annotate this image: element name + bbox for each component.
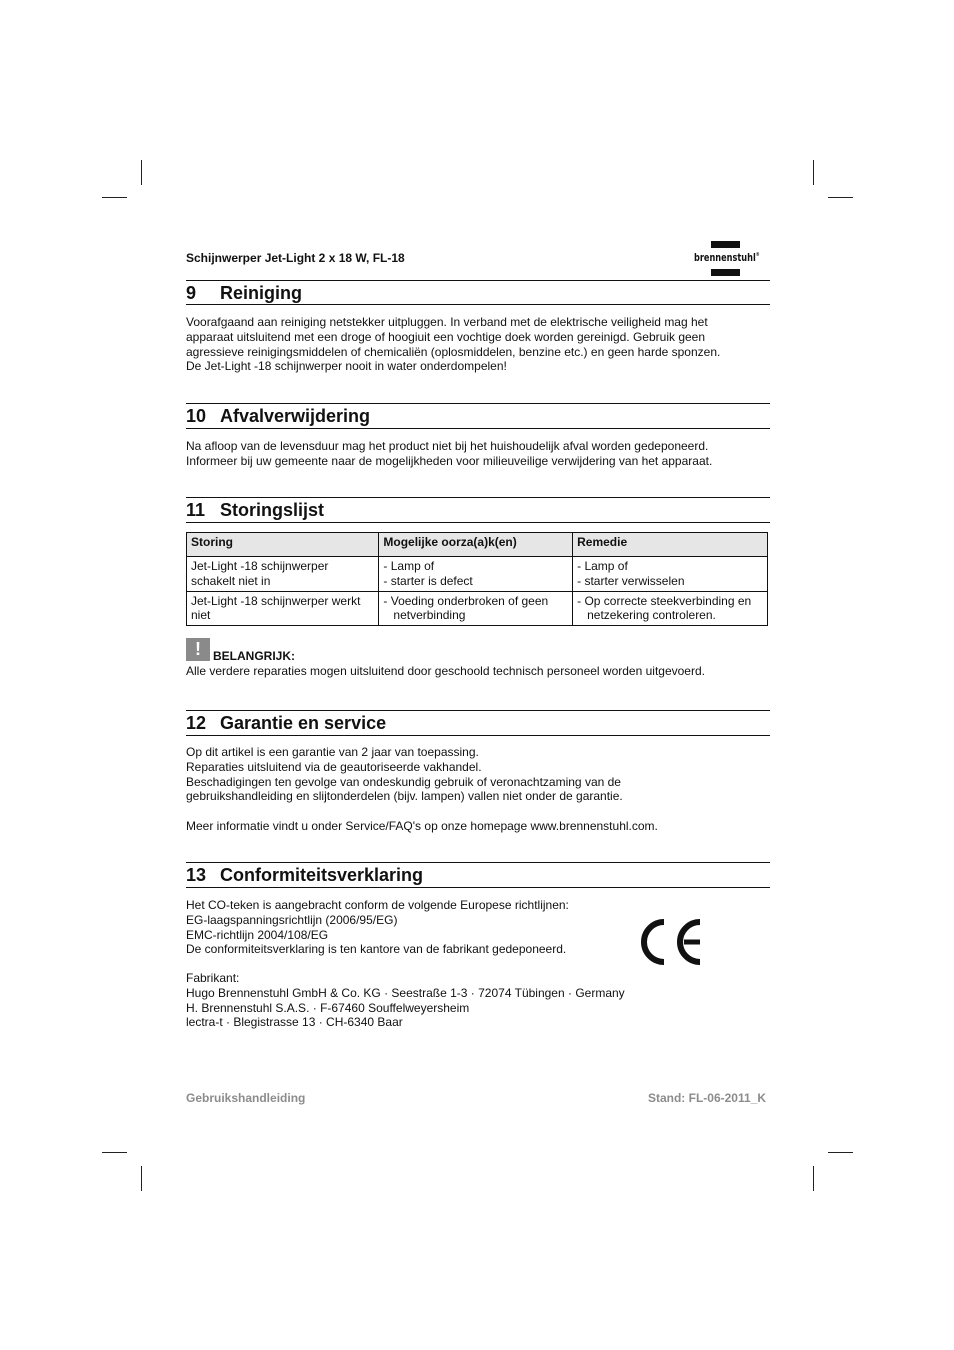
- warning-text: [186, 664, 770, 679]
- table-header-row: [187, 533, 768, 557]
- text-line: Alle verdere reparaties mogen uitsluitend door geschoold technisch personeel worden uitgevoerd.: [186, 664, 705, 678]
- table-row: [187, 557, 768, 592]
- fault-table: [186, 532, 768, 626]
- text-line: Reparaties uitsluitend via de geautoriseerde vakhandel.: [186, 759, 482, 774]
- remedy-cell: [573, 557, 768, 592]
- cause-item: - Voeding onderbroken of geen netverbinding: [383, 593, 549, 623]
- section-number: 11: [186, 500, 206, 520]
- remedy-item: - Lamp of: [577, 559, 628, 573]
- crop-mark: [141, 1166, 142, 1191]
- text-line: De conformiteitsverklaring is ten kantore van de fabrikant gedeponeerd.: [186, 942, 567, 957]
- section-heading-13: [186, 862, 770, 888]
- footer-version: Stand: FL-06-2011_K: [647, 1091, 766, 1105]
- text-line: De Jet-Light -18 schijnwerper nooit in water onderdompelen!: [186, 359, 507, 374]
- section-heading-9: [186, 281, 770, 305]
- section-9-text: [186, 315, 770, 374]
- column-header: Storing: [187, 533, 379, 557]
- text-line: Op dit artikel is een garantie van 2 jaar van toepassing.: [186, 745, 479, 759]
- text-line: Beschadigingen ten gevolge van ondeskundig gebruik of veronachtzaming van de: [186, 774, 621, 789]
- footer-manual-label: Gebruikshandleiding: [186, 1091, 306, 1105]
- section-number: 12: [186, 713, 207, 733]
- cause-cell: [379, 557, 573, 592]
- section-title: Afvalverwijdering: [220, 406, 371, 426]
- fault-cell: Jet-Light -18 schijnwerper werkt niet: [187, 591, 379, 626]
- crop-mark: [813, 160, 814, 185]
- ce-mark-icon: [640, 916, 704, 968]
- text-line: agressieve reinigingsmiddelen of chemicaliën (oplosmiddelen, benzine etc.) en geen harde sponzen.: [186, 344, 721, 359]
- manufacturer-line: lectra-t · Blegistrasse 13 · CH-6340 Baar: [186, 1015, 403, 1030]
- text-line: gebruikshandleiding en slijtonderdelen (bijv. lampen) vallen niet onder de garantie.: [186, 789, 623, 804]
- section-heading-10: [186, 403, 770, 429]
- text-line: Voorafgaand aan reiniging netstekker uitpluggen. In verband met de elektrische veiligheid mag het: [186, 315, 708, 329]
- section-title: Storingslijst: [220, 500, 325, 520]
- column-header: Mogelijke oorza(a)k(en): [379, 533, 573, 557]
- more-info-text: [186, 819, 770, 834]
- logo-registered-mark: ®: [755, 252, 760, 258]
- manufacturer-line: Hugo Brennenstuhl GmbH & Co. KG · Seestraße 1-3 · 72074 Tübingen · Germany: [186, 985, 625, 1000]
- fault-cell: Jet-Light -18 schijnwerper schakelt niet in: [187, 557, 379, 592]
- text-line: Meer informatie vindt u onder Service/FAQ's op onze homepage www.brennenstuhl.com.: [186, 819, 658, 833]
- section-title: Conformiteitsverklaring: [220, 865, 424, 885]
- logo-bar-bottom: [711, 269, 740, 276]
- text-line: apparaat uitsluitend met een droge of hoogiuit een vochtige doek worden gereinigd. Gebruik geen: [186, 329, 706, 344]
- text-line: Het CO-teken is aangebracht conform de volgende Europese richtlijnen:: [186, 898, 569, 912]
- text-line: EMC-richtlijn 2004/108/EG: [186, 927, 329, 942]
- crop-mark: [102, 197, 127, 198]
- text-line: Informeer bij uw gemeente naar de mogelijkheden voor milieuveilige verwijdering van het apparaat.: [186, 453, 713, 468]
- logo-wordmark: [694, 252, 760, 264]
- cause-item: - starter is defect: [383, 573, 473, 588]
- section-10-text: [186, 439, 770, 469]
- text-line: EG-laagspanningsrichtlijn (2006/95/EG): [186, 912, 398, 927]
- section-title: Garantie en service: [220, 713, 387, 733]
- remedy-item: - starter verwisselen: [577, 573, 685, 588]
- cause-cell: [379, 591, 573, 626]
- section-title: Reiniging: [220, 283, 302, 303]
- brennenstuhl-logo: [694, 241, 768, 277]
- manufacturer-line: H. Brennenstuhl S.A.S. · F-67460 Souffelweyersheim: [186, 1000, 470, 1015]
- crop-mark: [102, 1152, 127, 1153]
- table-row: [187, 591, 768, 626]
- crop-mark: [813, 1166, 814, 1191]
- text-line: Na afloop van de levensduur mag het product niet bij het huishoudelijk afval worden gedeponeerd.: [186, 439, 709, 453]
- crop-mark: [828, 197, 853, 198]
- column-header: Remedie: [573, 533, 768, 557]
- section-number: 9: [186, 283, 197, 303]
- section-number: 13: [186, 865, 207, 885]
- section-heading-12: [186, 710, 770, 736]
- cause-item: - Lamp of: [383, 559, 435, 573]
- remedy-cell: [573, 591, 768, 626]
- document-title: Schijnwerper Jet-Light 2 x 18 W, FL-18: [186, 251, 405, 265]
- crop-mark: [141, 160, 142, 185]
- logo-text: brennenstuhl: [694, 252, 756, 264]
- manufacturer-block: [186, 971, 770, 1030]
- manufacturer-label: Fabrikant:: [186, 971, 240, 985]
- warning-title: BELANGRIJK:: [213, 649, 296, 663]
- section-number: 10: [186, 406, 207, 426]
- logo-bar-top: [711, 241, 740, 248]
- crop-mark: [828, 1152, 853, 1153]
- section-heading-11: [186, 497, 770, 523]
- exclamation-icon: !: [186, 638, 210, 661]
- section-12-text: [186, 745, 770, 804]
- remedy-item: - Op correcte steekverbinding en netzekering controleren.: [577, 593, 752, 623]
